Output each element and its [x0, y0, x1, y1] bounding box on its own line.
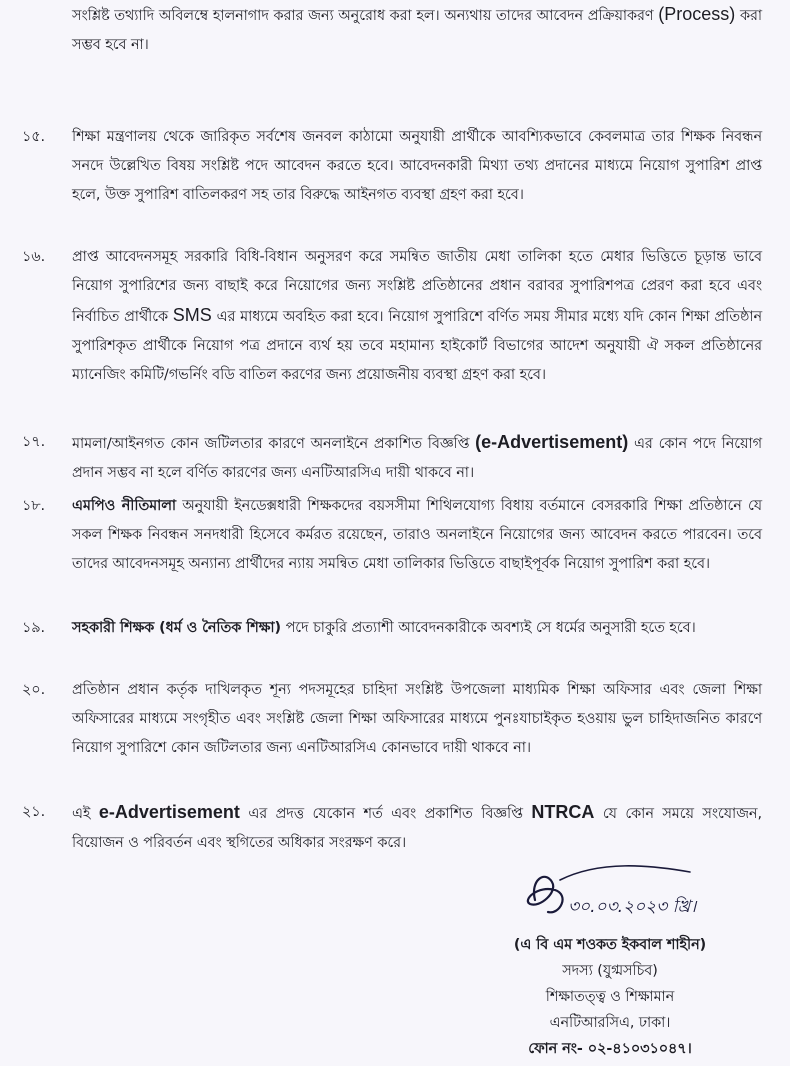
item-text	[72, 492, 762, 579]
item-bold: এমপিও নীতিমালা	[72, 498, 177, 514]
item-text: শিক্ষা মন্ত্রণালয় থেকে জারিকৃত সর্বশেষ জনবল কাঠামো অনুযায়ী প্রার্থীকে আবশ্যিকভাবে কেবলমাত্র তার শিক্ষক নিবন্ধন সনদে উল্লেখিত বিষয় সংশ্লিষ্ট পদে আবেদন করতে হবে। আবেদনকারী মিথ্যা তথ্য প্রদানের মাধ্যমে নিয়োগ সুপারিশ প্রাপ্ত হলে, উক্ত সুপারিশ বাতিলকরণ সহ তার বিরুদ্ধে আইনগত ব্যবস্থা গ্রহণ করা হবে।	[72, 129, 762, 203]
item-text	[72, 243, 762, 390]
item-text-part: মামলা/আইনগত কোন জটিলতার কারণে অনলাইনে প্রকাশিত বিজ্ঞপ্তি	[72, 436, 476, 452]
item-text	[72, 798, 762, 858]
item-latin: SMS	[172, 305, 212, 325]
item-bold: সহকারী শিক্ষক (ধর্ম ও নৈতিক শিক্ষা)	[72, 620, 282, 636]
list-item-15	[22, 123, 762, 210]
item-text-part: অনুযায়ী ইনডেক্সধারী শিক্ষকদের বয়সসীমা শিথিলযোগ্য বিধায় বর্তমানে বেসরকারি শিক্ষা প্রতিষ্ঠানে যে সকল শিক্ষক নিবন্ধন সনদধারী হিসেবে কর্মরত রয়েছেন, তারাও অনলাইনে নিয়োগের জন্য আবেদন করতে পারবেন। তবে তাদের আবেদনসমূহ অন্যান্য প্রার্থীদের ন্যায় সমন্বিত মেধা তালিকার ভিত্তিতে বাছাইপূর্বক নিয়োগ সুপারিশ করা হবে।	[72, 498, 762, 572]
handwritten-date: ৩০.০৩.২০২৩ খ্রি।	[568, 897, 697, 917]
item-text	[72, 614, 762, 643]
item-number: ২১.	[22, 804, 46, 820]
list-item-17	[22, 428, 762, 488]
item-number: ১৬.	[22, 249, 46, 265]
item-number: ১৭.	[22, 434, 46, 450]
list-item-18	[22, 492, 762, 579]
intro-latin: (Process)	[658, 4, 736, 24]
list-item-20	[22, 676, 762, 763]
item-number: ১৯.	[22, 620, 46, 636]
item-number: ২০.	[22, 682, 46, 698]
item-latin: NTRCA	[531, 802, 595, 822]
list-item-16	[22, 243, 762, 390]
signatory-phone: ফোন নং- ০২-৪১০৩১০৪৭।	[528, 1041, 692, 1057]
intro-paragraph	[72, 0, 762, 60]
intro-text-1: সংশ্লিষ্ট তথ্যাদি অবিলম্বে হালনাগাদ করার জন্য অনুরোধ করা হল। অন্যথায় তাদের আবেদন প্রক্রিয়াকরণ	[72, 8, 659, 24]
list-item-19	[22, 614, 762, 643]
list-item-21	[22, 798, 762, 858]
item-number: ১৮.	[22, 498, 46, 514]
signatory-name: (এ বি এম শওকত ইকবাল শাহীন)	[513, 937, 707, 953]
signatory-designation: সদস্য (যুগ্মসচিব)	[562, 963, 658, 979]
intro-text-2: করা সম্ভব হবে না।	[72, 8, 762, 53]
item-latin: e-Advertisement	[98, 802, 240, 822]
signatory-office: এনটিআরসিএ, ঢাকা।	[549, 1015, 671, 1031]
item-text-part: যে কোন সময়ে সংযোজন, বিয়োজন ও পরিবর্তন এবং স্থগিতের অধিকার সংরক্ষণ করে।	[72, 806, 763, 851]
handwritten-signature	[500, 860, 710, 930]
item-text-part: এই	[72, 806, 99, 822]
item-text-part: এর কোন পদে নিয়োগ প্রদান সম্ভব না হলে বর্ণিত কারণের জন্য এনটিআরসিএ দায়ী থাকবে না।	[72, 436, 762, 481]
item-text-part: এর প্রদত্ত যেকোন শর্ত এবং প্রকাশিত বিজ্ঞপ্তি	[239, 806, 532, 822]
signatory-department: শিক্ষাতত্ত্ব ও শিক্ষামান	[545, 989, 675, 1005]
item-text-part: পদে চাকুরি প্রত্যাশী আবেদনকারীকে অবশ্যই সে ধর্মের অনুসারী হতে হবে।	[281, 620, 696, 636]
item-text: প্রতিষ্ঠান প্রধান কর্তৃক দাখিলকৃত শূন্য পদসমূহের চাহিদা সংশ্লিষ্ট উপজেলা মাধ্যমিক শিক্ষা অফিসার এবং জেলা শিক্ষা অফিসারের মাধ্যমে সংগৃহীত এবং সংশ্লিষ্ট জেলা শিক্ষা অফিসারের মাধ্যমে পুনঃযাচাইকৃত হওয়ায় ভুল চাহিদাজনিত কারণে নিয়োগ সুপারিশে কোন জটিলতার জন্য এনটিআরসিএ কোনভাবে দায়ী থাকবে না।	[72, 682, 762, 756]
item-text	[72, 428, 762, 488]
item-text-part: প্রাপ্ত আবেদনসমূহ সরকারি বিধি-বিধান অনুসরণ করে সমন্বিত জাতীয় মেধা তালিকা হতে মেধার ভিত্তিতে চূড়ান্ত ভাবে নিয়োগ সুপারিশের জন্য বাছাই করে নিয়োগের জন্য সংশ্লিষ্ট প্রতিষ্ঠানের প্রধান বরাবর সুপারিশপত্র প্রেরণ করা হবে এবং নির্বাচিত প্রার্থীকে	[72, 249, 762, 325]
item-latin: (e-Advertisement)	[475, 432, 629, 452]
item-text-part: এর মাধ্যমে অবহিত করা হবে। নিয়োগ সুপারিশে বর্ণিত সময় সীমার মধ্যে যদি কোন শিক্ষা প্রতিষ্ঠান সুপারিশকৃত প্রার্থীকে নিয়োগ পত্র প্রদানে ব্যর্থ হয় তবে মহামান্য হাইকোর্ট বিভাগের আদেশ অনুযায়ী ঐ সকল প্রতিষ্ঠানের ম্যানেজিং কমিটি/গভর্নিং বডি বাতিল করণের জন্য প্রয়োজনীয় ব্যবস্থা গ্রহণ করা হবে।	[72, 309, 762, 383]
item-number: ১৫.	[22, 129, 46, 145]
